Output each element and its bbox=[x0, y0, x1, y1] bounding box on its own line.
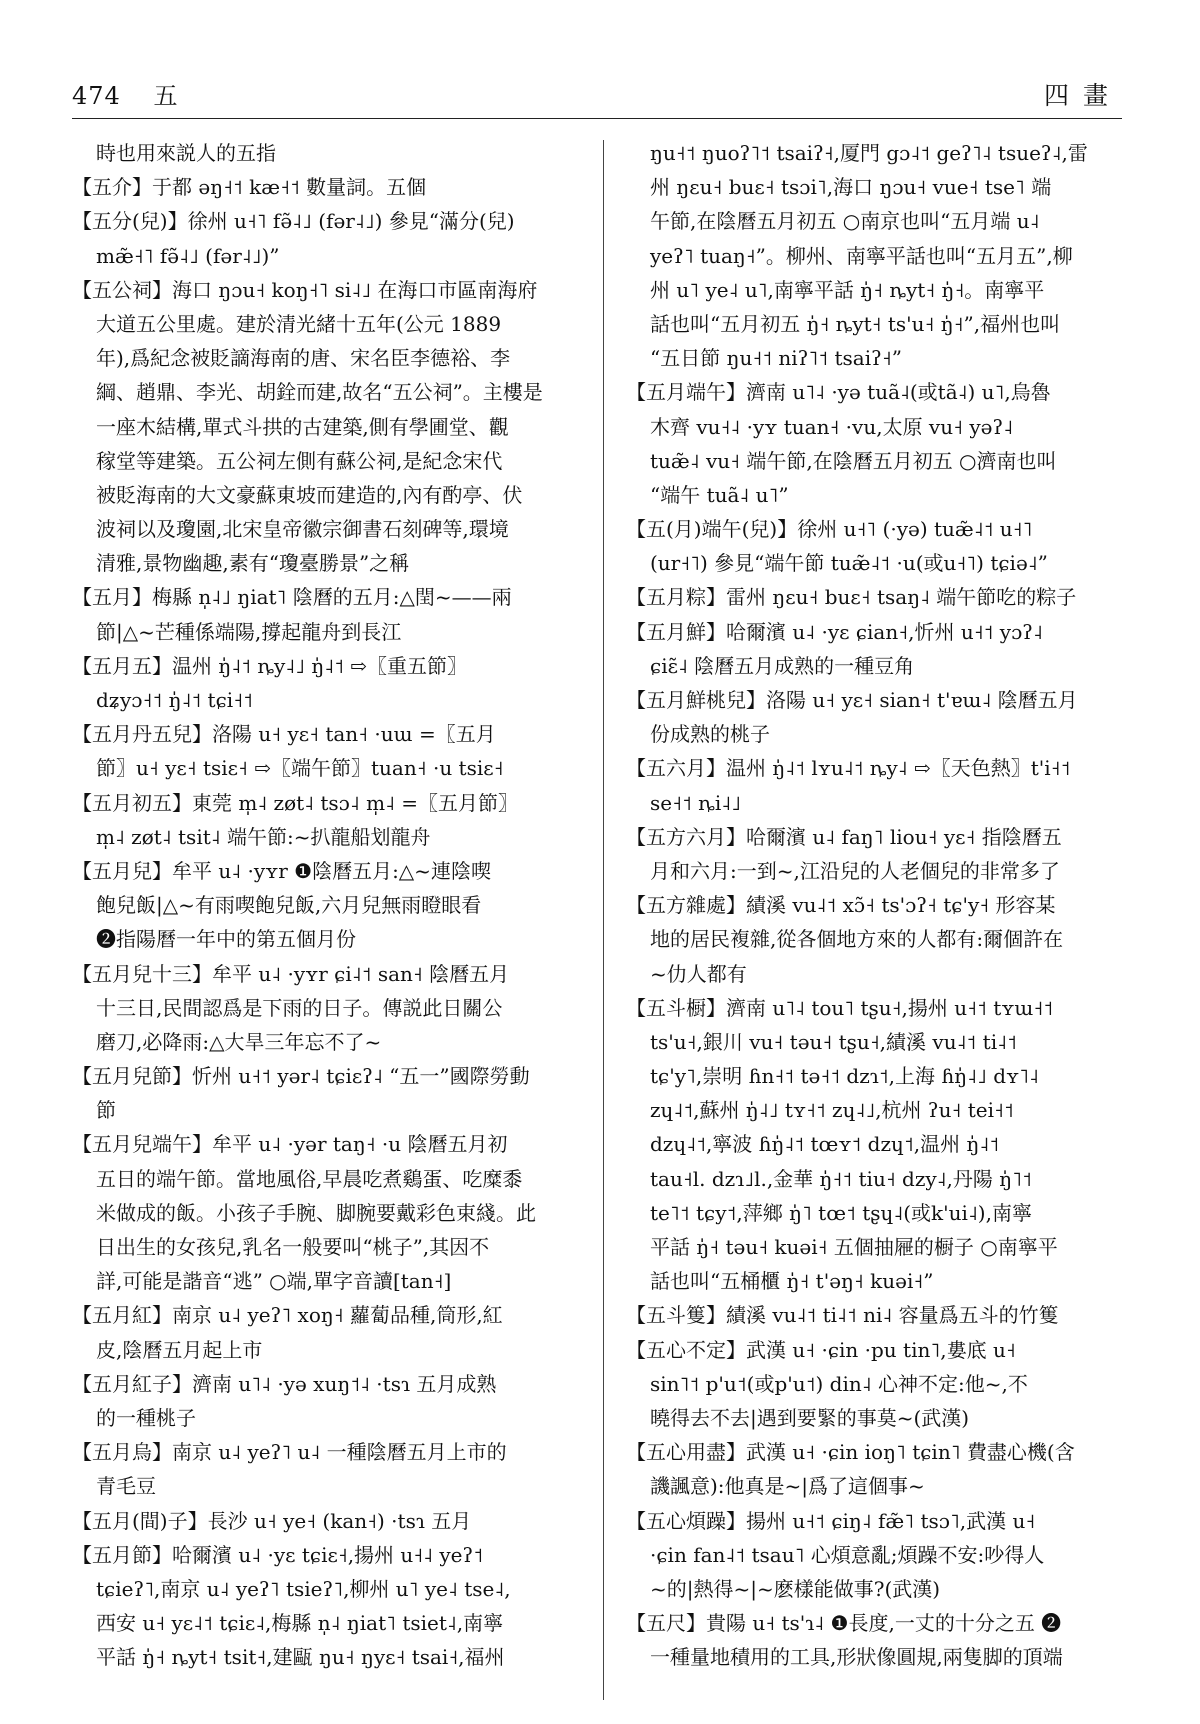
entry-continuation-line: “端午 tuã˨ u˥” bbox=[650, 482, 789, 507]
entry-headword-line: 【五公祠】海口 ŋɔu˧ koŋ˧˥ si˨˩ 在海口市區南海府 bbox=[72, 277, 538, 302]
entry-continuation-line: 譏諷意):他真是~|爲了這個事~ bbox=[650, 1474, 925, 1499]
entry-headword-line: 【五方雜處】績溪 vu˨˦ xɔ̃˧ ts'ɔʔ˧ tɕ'y˧ 形容某 bbox=[626, 893, 1056, 918]
entry-continuation-line: 詳,可能是諧音“逃” ○端,單字音讀[tan˧] bbox=[96, 1269, 452, 1294]
header-rule bbox=[72, 118, 1122, 119]
entry-headword-line: 【五月鮮桃兒】洛陽 u˧ yɛ˧ sian˧ t'ɐɯ˨ 陰曆五月 bbox=[626, 688, 1078, 712]
entry-headword-line: 【五月丹五兒】洛陽 u˧ yɛ˧ tan˧ ·uɯ =〖五月 bbox=[72, 722, 496, 747]
entry-continuation-line: “五日節 ŋu˧˦ niʔ˥˦ tsaiʔ˧” bbox=[650, 346, 902, 371]
entry-continuation-line: 五日的端午節。當地風俗,早晨吃煮鷄蛋、吃糜黍 bbox=[96, 1166, 523, 1191]
entry-continuation-line: 平話 ŋ̍˧ ȵyt˧ tsit˧,建甌 ŋu˧ ŋyɛ˧ tsai˧,福州 bbox=[96, 1645, 505, 1670]
entry-continuation-line: 一種量地積用的工具,形狀像圓規,兩隻脚的頂端 bbox=[650, 1645, 1063, 1670]
entry-headword-line: 【五心用盡】武漢 u˧ ·ɕin ioŋ˥ tɕin˥ 費盡心機(含 bbox=[626, 1440, 1075, 1465]
running-header bbox=[72, 76, 1122, 116]
entry-headword-line: 【五月紅子】濟南 u˥˨ ·yə xuŋ˦˨ ·tsɿ 五月成熟 bbox=[72, 1371, 497, 1396]
entry-continuation-line: tɕieʔ˥,南京 u˨ yeʔ˥ tsieʔ˥,柳州 u˥ ye˨ tse˨, bbox=[96, 1576, 511, 1601]
entry-continuation-line: 米做成的飯。小孩子手腕、脚腕要戴彩色束綫。此 bbox=[96, 1200, 536, 1225]
entry-headword-line: 【五月紅】南京 u˨ yeʔ˥ xoŋ˧ 蘿蔔品種,筒形,紅 bbox=[72, 1303, 503, 1328]
left-column bbox=[72, 136, 588, 1674]
entry-continuation-line: 綱、趙鼎、李光、胡銓而建,故名“五公祠”。主樓是 bbox=[96, 380, 543, 405]
entry-continuation-line: ~的|熱得~|~麽樣能做事?(武漢) bbox=[650, 1576, 941, 1601]
entry-continuation-line: 十三日,民間認爲是下雨的日子。傳説此日關公 bbox=[96, 995, 503, 1020]
entry-continuation-line: 西安 u˧ yɛ˨˦ tɕiɛ˨,梅縣 n̩˨ ŋiat˥ tsiet˨,南寧 bbox=[96, 1611, 504, 1636]
entry-headword-line: 【五六月】温州 ŋ̍˨˦ lʏu˨˦ ȵy˨ ⇨〖天色熱〗t'i˧˦ bbox=[626, 756, 1071, 781]
entry-continuation-line: 份成熟的桃子 bbox=[650, 722, 770, 747]
entry-headword-line: 【五介】于都 əŋ˧˦ kæ˧˦ 數量詞。五個 bbox=[72, 175, 427, 200]
entry-headword-line: 【五月鮮】哈爾濱 u˨ ·yɛ ɕian˧,忻州 u˧˦ yɔʔ˨ bbox=[626, 619, 1043, 644]
entry-continuation-line: dzɥ˨˦,寧波 ɦŋ̍˨˦ tœʏ˦ dzɥ˦,温州 ŋ̍˨˦ bbox=[650, 1132, 1000, 1157]
entry-continuation-line: 皮,陰曆五月起上市 bbox=[96, 1337, 263, 1362]
entry-headword-line: 【五月端午】濟南 u˥˨ ·yə tuã˨(或tã˨) u˥,烏魯 bbox=[626, 380, 1051, 405]
entry-continuation-line: 節 bbox=[96, 1098, 116, 1123]
entry-continuation-line: 稼堂等建築。五公祠左側有蘇公祠,是紀念宋代 bbox=[96, 448, 503, 473]
entry-headword-line: 【五月兒十三】牟平 u˨ ·yʏr ɕi˨˦ san˧ 陰曆五月 bbox=[72, 961, 510, 986]
entry-continuation-line: ❷指陽曆一年中的第五個月份 bbox=[96, 927, 356, 952]
entry-continuation-line: ·ɕin fan˨˦ tsau˥ 心煩意亂;煩躁不安:吵得人 bbox=[650, 1542, 1045, 1567]
entry-headword-line: 【五心不定】武漢 u˧ ·ɕin ·pu tin˥,婁底 u˧ bbox=[626, 1337, 1016, 1362]
entry-continuation-line: 平話 ŋ̍˧ təu˧ kuəi˧ 五個抽屜的橱子 ○南寧平 bbox=[650, 1235, 1058, 1259]
entry-headword-line: 【五斗橱】濟南 u˥˨ tou˥ tʂu˧,揚州 u˧˦ tʏɯ˧˦ bbox=[626, 995, 1054, 1020]
entry-headword-line: 【五月兒】牟平 u˨ ·yʏr ❶陰曆五月:△~連陰喫 bbox=[72, 858, 491, 883]
stroke-count-label: 四畫 bbox=[1043, 81, 1122, 110]
entry-continuation-line: 州 u˥ ye˨ u˥,南寧平話 ŋ̍˧ ȵyt˧ ŋ̍˧。南寧平 bbox=[650, 277, 1045, 302]
entry-continuation-line: 清雅,景物幽趣,素有“瓊臺勝景”之稱 bbox=[96, 551, 410, 576]
column-divider bbox=[603, 140, 604, 1700]
entry-headword-line: 【五尺】貴陽 u˧ ts'ɿ˨ ❶長度,一丈的十分之五 ❷ bbox=[626, 1611, 1062, 1636]
entry-continuation-line: 青毛豆 bbox=[96, 1474, 156, 1499]
entry-continuation-line: m̩˨ zøt˨ tsit˨ 端午節:~扒龍船划龍舟 bbox=[96, 824, 431, 849]
entry-headword-line: 【五月(間)子】長沙 u˧ ye˧ (kan˧) ·tsɿ 五月 bbox=[72, 1508, 472, 1533]
entry-continuation-line: 一座木結構,單式斗拱的古建築,側有學圃堂、觀 bbox=[96, 414, 509, 439]
entry-continuation-line: dʑyɔ˧˦ ŋ̍˨˦ tɕi˧˦ bbox=[96, 688, 253, 712]
entry-continuation-line: 日出生的女孩兒,乳名一般要叫“桃子”,其因不 bbox=[96, 1235, 490, 1259]
entry-continuation-line: 磨刀,必降雨:△大旱三年忘不了~ bbox=[96, 1029, 382, 1054]
entry-continuation-line: 木齊 vu˧˨ ·yʏ tuan˧ ·vu,太原 vu˧ yəʔ˨ bbox=[650, 414, 1014, 439]
entry-continuation-line: 飽兒飯|△~有雨喫飽兒飯,六月兒無雨瞪眼看 bbox=[96, 893, 482, 918]
entry-continuation-line: tɕ'y˥,崇明 ɦn˧˦ tə˧˦ dzɿ˦,上海 ɦŋ̍˨˩ dʏ˥˨ bbox=[650, 1064, 1039, 1089]
entry-headword-line: 【五月兒端午】牟平 u˨ ·yər taŋ˧ ·u 陰曆五月初 bbox=[72, 1132, 508, 1157]
entry-continuation-line: se˧˦ ȵi˨˩ bbox=[650, 790, 741, 815]
entry-headword-line: 【五月五】温州 ŋ̍˨˦ ȵy˨˩ ŋ̍˨˦ ⇨〖重五節〗 bbox=[72, 653, 468, 678]
entry-headword-line: 【五(月)端午(兒)】徐州 u˧˥ (·yə) tuæ̃˨˦ u˧˥ bbox=[626, 517, 1033, 542]
entry-continuation-line: 節〗u˧ yɛ˧ tsiɛ˧ ⇨〖端午節〗tuan˧ ·u tsiɛ˧ bbox=[96, 756, 504, 781]
header-left bbox=[72, 76, 178, 111]
entry-continuation-line: 的一種桃子 bbox=[96, 1405, 196, 1430]
entry-continuation-line: 時也用來説人的五指 bbox=[96, 141, 276, 165]
entry-headword-line: 【五月初五】東莞 m̩˨ zøt˨ tsɔ˨ m̩˨ =〖五月節〗 bbox=[72, 790, 519, 815]
entry-continuation-line: 曉得去不去|遇到要緊的事莫~(武漢) bbox=[650, 1405, 970, 1430]
entry-headword-line: 【五月烏】南京 u˨ yeʔ˥ u˨ 一種陰曆五月上市的 bbox=[72, 1440, 507, 1465]
entry-continuation-line: ~仂人都有 bbox=[650, 961, 747, 986]
entry-continuation-line: mæ̃˧˥ fə̃˨˩ (fər˨˩)” bbox=[96, 243, 280, 268]
radical-label: 五 bbox=[153, 82, 179, 110]
entry-continuation-line: 月和六月:一到~,江沿兒的人老個兒的非常多了 bbox=[650, 858, 1060, 883]
entry-headword-line: 【五月節】哈爾濱 u˨ ·yɛ tɕiɛ˧,揚州 u˧˨ yeʔ˦ bbox=[72, 1542, 484, 1567]
entry-headword-line: 【五心煩躁】揚州 u˧˦ ɕiŋ˨ fæ̃˥ tsɔ˥,武漢 u˧ bbox=[626, 1508, 1036, 1533]
entry-continuation-line: yeʔ˥ tuaŋ˧”。柳州、南寧平話也叫“五月五”,柳 bbox=[650, 243, 1073, 268]
entry-continuation-line: tau˧l. dzɿ˩l.,金華 ŋ̍˧˦ tiu˧ dzy˨,丹陽 ŋ̍˥˦ bbox=[650, 1166, 1032, 1191]
entry-headword-line: 【五月兒節】忻州 u˧˦ yər˨ tɕiɛʔ˨ “五一”國際勞動 bbox=[72, 1064, 530, 1089]
entry-continuation-line: 年),爲紀念被貶謫海南的唐、宋名臣李德裕、李 bbox=[96, 346, 511, 371]
entry-continuation-line: zɥ˨˦,蘇州 ŋ̍˨˩ tʏ˧˦ zɥ˨˩,杭州 ʔu˧ tei˧˦ bbox=[650, 1098, 1014, 1123]
entry-continuation-line: 大道五公里處。建於清光緒十五年(公元 1889 bbox=[96, 311, 502, 336]
entry-continuation-line: (ur˧˥) 參見“端午節 tuæ̃˨˦ ·u(或u˧˥) tɕiə˨” bbox=[650, 551, 1048, 576]
entry-continuation-line: 被貶海南的大文豪蘇東坡而建造的,內有酌亭、伏 bbox=[96, 482, 523, 507]
entry-continuation-line: 波祠以及瓊園,北宋皇帝徽宗御書石刻碑等,環境 bbox=[96, 517, 509, 542]
entry-continuation-line: 午節,在陰曆五月初五 ○南京也叫“五月端 u˨ bbox=[650, 209, 1040, 234]
entry-continuation-line: ɕiɛ̃˨ 陰曆五月成熟的一種豆角 bbox=[650, 653, 915, 678]
entry-headword-line: 【五斗篗】績溪 vu˨˦ ti˨˦ ni˨ 容量爲五斗的竹篗 bbox=[626, 1303, 1059, 1328]
entry-continuation-line: 節|△~芒種係端陽,撐起龍舟到長江 bbox=[96, 619, 402, 644]
entry-headword-line: 【五月】梅縣 n̩˨˩ ŋiat˥ 陰曆的五月:△閏~——兩 bbox=[72, 585, 512, 610]
entry-continuation-line: sin˥˦ p'u˦(或p'u˦) din˨ 心神不定:他~,不 bbox=[650, 1371, 1028, 1396]
entry-continuation-line: te˥˦ tɕy˦,萍鄉 ŋ̍˥ tœ˦ tʂɥ˨(或k'ui˨),南寧 bbox=[650, 1200, 1032, 1225]
entry-continuation-line: 話也叫“五月初五 ŋ̍˧ ȵyt˧ ts'u˧ ŋ̍˧”,福州也叫 bbox=[650, 311, 1061, 336]
page-number: 474 bbox=[72, 82, 121, 110]
entry-headword-line: 【五方六月】哈爾濱 u˨ faŋ˥ liou˧ yɛ˧ 指陰曆五 bbox=[626, 824, 1062, 849]
entry-headword-line: 【五月粽】雷州 ŋɛu˧ buɛ˧ tsaŋ˨ 端午節吃的粽子 bbox=[626, 585, 1077, 610]
entry-headword-line: 【五分(兒)】徐州 u˧˥ fə̃˨˩ (fər˨˩) 參見“滿分(兒) bbox=[72, 209, 515, 234]
entry-continuation-line: ŋu˧˦ ŋuoʔ˥˦ tsaiʔ˧,厦門 gɔ˨˦ geʔ˥˨ tsueʔ˨,雷 bbox=[650, 141, 1088, 165]
entry-continuation-line: tuæ̃˨ vu˧ 端午節,在陰曆五月初五 ○濟南也叫 bbox=[650, 448, 1057, 473]
entry-continuation-line: 話也叫“五桶櫃 ŋ̍˧ t'əŋ˧ kuəi˧” bbox=[650, 1269, 934, 1294]
entry-continuation-line: ts'u˧,銀川 vu˧ təu˧ tʂu˧,績溪 vu˨˦ ti˨˦ bbox=[650, 1029, 1017, 1054]
right-column bbox=[626, 136, 1142, 1674]
entry-continuation-line: 州 ŋɛu˧ buɛ˧ tsɔi˥,海口 ŋɔu˧ vue˧ tse˥ 端 bbox=[650, 175, 1052, 200]
entry-continuation-line: 地的居民複雜,從各個地方來的人都有:爾個許在 bbox=[650, 927, 1064, 952]
